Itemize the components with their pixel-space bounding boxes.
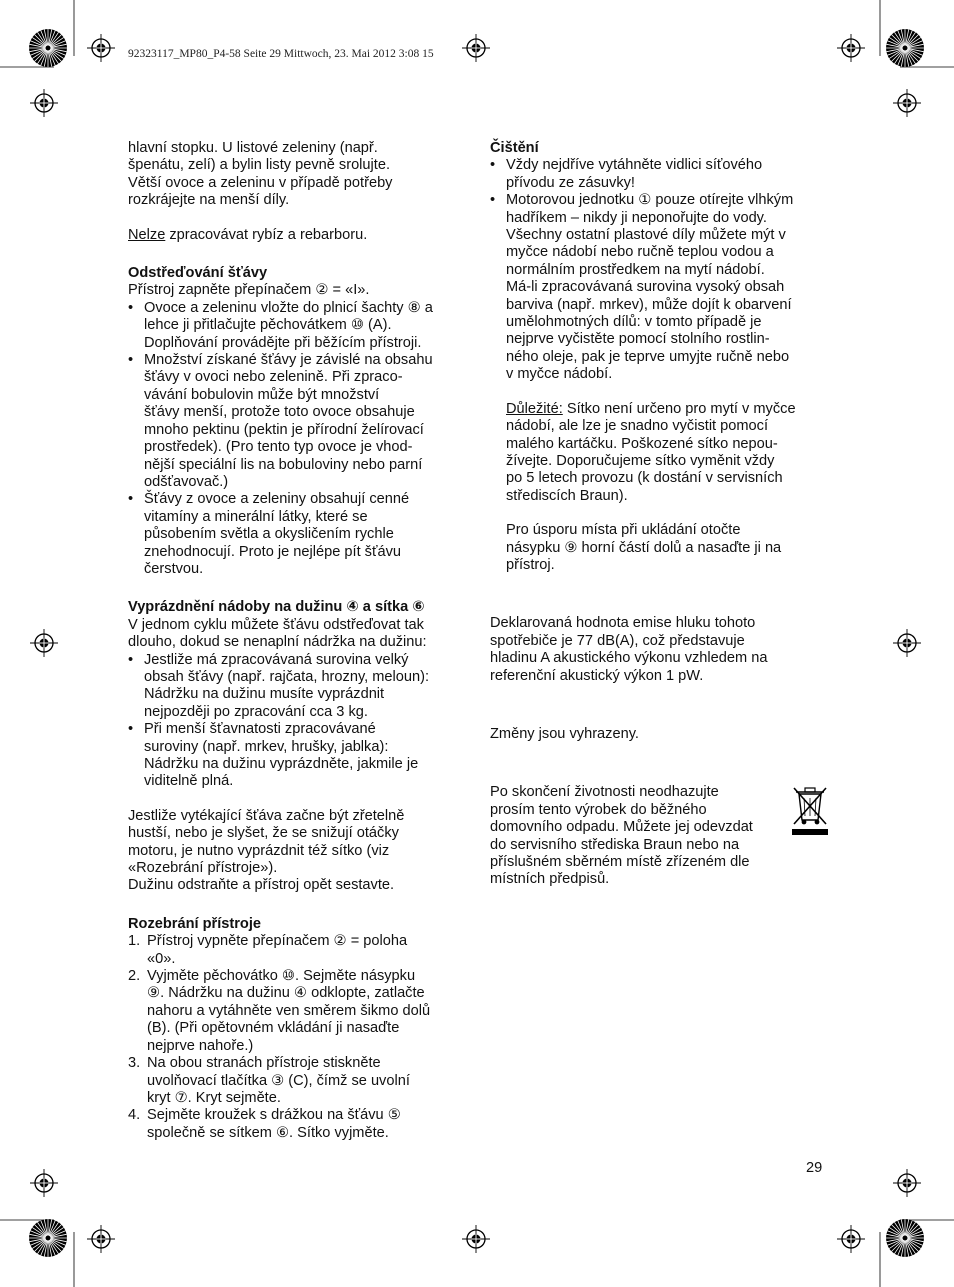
page-number: 29 (806, 1160, 823, 1176)
list-item: • Motorovou jednotku ① pouze otírejte vlhkým hadříkem – nikdy ji neponořujte do vody. Všechny ostatní plastové díly můžete mýt v myčce nádobí nebo ručně teplou vodou a normálním prostředkem na mytí nádobí. Má-li zpracovávaná surovina vysoký obsah barviva (např. mrkev), může dojít k obarvení umělohmotných dílů: v tomto případě je nejprve vyčistěte pomocí stolního rostlin- ného oleje, pak je teprve umyjte ručně nebo v myčce nádobí. (490, 192, 830, 383)
disassembly-steps (128, 933, 468, 1142)
list-item: • Ovoce a zeleninu vložte do plnicí šachty ⑧ a lehce ji přitlačujte pěchovátkem ⑩ (A). Doplňování provádějte při běžícím přístroji. (128, 300, 468, 352)
step-item: 3. Na obou stranách přístroje stiskněte uvolňovací tlačítka ③ (C), čímž se uvolní kryt ⑦. Kryt sejměte. (128, 1055, 410, 1106)
storage-note: Pro úsporu místa při ukládání otočte násypku ⑨ horní částí dolů a nasaďte ji na přístroj. (506, 522, 782, 573)
section-title-cleaning: Čištění (490, 140, 539, 156)
cleaning-list (490, 157, 830, 383)
important-note: Důležité: Sítko není určeno pro mytí v myčce nádobí, ale lze je snadno vyčistit pomocí malého kartáčku. Poškozené sítko nepou- žívejte. Doporučujeme sítko vyměnit vždy po 5 letech provozu (k dostání v servisních střediscích Braun). (506, 400, 796, 504)
print-header: 92323117_MP80_P4-58 Seite 29 Mittwoch, 23. Mai 2012 3:08 15 (128, 48, 434, 60)
left-column (128, 140, 468, 1142)
juicing-list (128, 300, 468, 579)
disposal-text: Po skončení životnosti neodhazujte prosím tento výrobek do běžného domovního odpadu. Můžete jej odevzdat do servisního střediska Braun nebo na příslušném sběrném místě zřízeném dle místních předpisů. (490, 784, 753, 888)
list-item: • Množství získané šťávy je závislé na obsahu šťávy v ovoci nebo zelenině. Při zpraco- vávání bobulovin může být množství šťávy menší, protože toto ovoce obsahuje mnoho pektinu (pektin je přírodní želírovací prostředek). (Pro tento typ ovoce je vhod- nější speciální lis na bobuloviny nebo parní odšťavovač.) (128, 352, 468, 491)
section-title-juicing: Odstřeďování šťávy (128, 265, 268, 282)
disposal-block (490, 784, 830, 888)
changes-reserved: Změny jsou vyhrazeny. (490, 725, 639, 742)
noise-statement: Deklarovaná hodnota emise hluku tohoto spotřebiče je 77 dB(A), což představuje hladinu A akustického výkonu vzhledem na referenční akustický výkon 1 pW. (490, 615, 768, 684)
step-item: 2. Vyjměte pěchovátko ⑩. Sejměte násypku ⑨. Nádržku na dužinu ④ odklopte, zatlačte nahoru a vytáhněte ven směrem šikmo dolů (B). (Při opětovném vkládání ji nasaďte nejprve nahoře.) (128, 968, 431, 1054)
step-item: 1. Přístroj vypněte přepínačem ② = poloha «0». (128, 933, 408, 967)
right-column (490, 140, 830, 889)
cannot-process-note: Nelze zpracovávat rybíz a rebarboru. (128, 226, 368, 243)
list-item: • Jestliže má zpracovávaná surovina velký obsah šťávy (např. rajčata, hrozny, meloun): Nádržku na dužinu musíte vyprázdnit nejpozději po zpracování cca 3 kg. (128, 652, 468, 722)
list-item: • Při menší šťavnatosti zpracovávané suroviny (např. mrkev, hrušky, jablka): Nádržku na dužinu vyprázdněte, jakmile je viditelně plná. (128, 721, 468, 791)
section-title-disassembly: Rozebrání přístroje (128, 915, 261, 932)
emptying-after-paragraph: Jestliže vytékající šťáva začne být zřetelně hustší, nebo je slyšet, že se snižují otáčky motoru, je nutno vyprázdnit též sítko (viz «Rozebrání přístroje»). Dužinu odstraňte a přístroj opět sestavte. (128, 807, 405, 894)
emptying-lead: V jednom cyklu můžete šťávu odstřeďovat tak dlouho, dokud se nenaplní nádržka na dužinu: (128, 616, 427, 651)
section-title-emptying: Vyprázdnění nádoby na dužinu ④ a sítka ⑥ (128, 599, 425, 616)
emptying-list (128, 652, 468, 791)
list-item: • Vždy nejdříve vytáhněte vidlici síťového přívodu ze zásuvky! (490, 157, 830, 192)
intro-paragraph: hlavní stopku. U listové zeleniny (např. špenátu, zelí) a bylin listy pevně srolujte. Větší ovoce a zeleninu v případě potřeby rozkrájejte na menší díly. (128, 140, 393, 209)
crossed-out-wheelie-bin-icon (792, 786, 828, 836)
list-item: • Šťávy z ovoce a zeleniny obsahují cenné vitamíny a minerální látky, které se působením světla a okysličením rychle znehodnocují. Proto je nejlépe pít šťávu čerstvou. (128, 491, 468, 578)
step-item: 4. Sejměte kroužek s drážkou na šťávu ⑤ společně se sítkem ⑥. Sítko vyjměte. (128, 1107, 401, 1141)
juicing-lead: Přístroj zapněte přepínačem ② = «I». (128, 282, 370, 299)
